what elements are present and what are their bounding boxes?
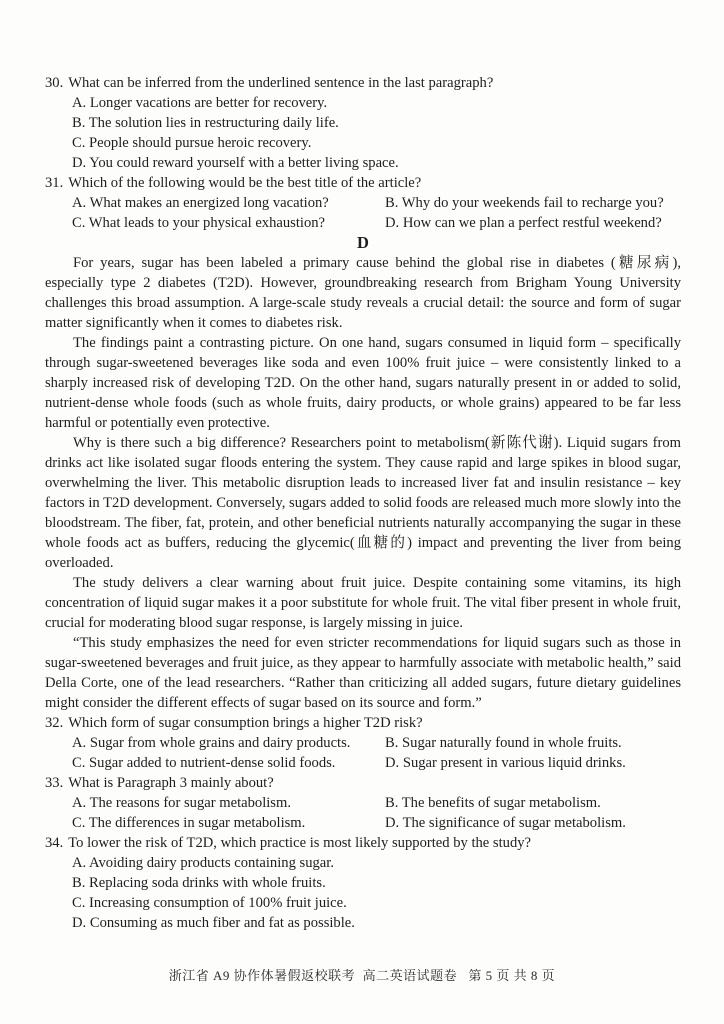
option-30-c: C. People should pursue heroic recovery.	[72, 135, 312, 151]
page-footer: 浙江省 A9 协作体暑假返校联考 高二英语试题卷 第 5 页 共 8 页	[168, 968, 556, 983]
option-34-a: A. Avoiding dairy products containing sugar.	[72, 855, 334, 871]
option-34-c: C. Increasing consumption of 100% fruit juice.	[72, 895, 347, 911]
question-34-number: 34.	[45, 835, 64, 851]
question-31-number: 31.	[45, 175, 64, 191]
question-32-number: 32.	[45, 715, 64, 731]
option-33-d: D. The significance of sugar metabolism.	[385, 815, 626, 831]
question-33	[45, 773, 681, 833]
option-33-c: C. The differences in sugar metabolism.	[72, 815, 306, 831]
question-30-stem	[45, 73, 681, 93]
question-30-number: 30.	[45, 75, 64, 91]
passage-d-paragraph-4: The study delivers a clear warning about fruit juice. Despite containing some vitamins, its high concentration of liquid sugar makes it a poor substitute for whole fruit. The vital fiber present in whole fruit, crucial for moderating blood sugar response, is largely missing in juice.	[45, 575, 681, 631]
option-31-d: D. How can we plan a perfect restful weekend?	[385, 215, 662, 231]
option-30-b: B. The solution lies in restructuring daily life.	[72, 115, 339, 131]
option-32-d: D. Sugar present in various liquid drinks.	[385, 755, 626, 771]
option-34-b: B. Replacing soda drinks with whole fruits.	[72, 875, 326, 891]
question-32	[45, 713, 681, 773]
question-34-text: To lower the risk of T2D, which practice is most likely supported by the study?	[68, 835, 532, 851]
question-34	[45, 833, 681, 933]
question-33-options-row-2	[72, 813, 681, 833]
passage-d-paragraph-5: “This study emphasizes the need for even stricter recommendations for liquid sugars such as those in sugar-sweetened beverages and fruit juice, as they appear to harmfully associate with metabolic health,” said Della Corte, one of the lead researchers. “Rather than criticizing all added sugars, future dietary guidelines might consider the different effects of sugar based on its source and form.”	[45, 635, 681, 711]
option-31-b: B. Why do your weekends fail to recharge you?	[385, 195, 664, 211]
option-31-c: C. What leads to your physical exhaustion?	[72, 215, 326, 231]
question-31-text: Which of the following would be the best title of the article?	[68, 175, 422, 191]
question-33-text: What is Paragraph 3 mainly about?	[68, 775, 274, 791]
option-31-a: A. What makes an energized long vacation?	[72, 195, 329, 211]
question-31-options-row-2	[72, 213, 681, 233]
question-34-options	[72, 853, 681, 933]
option-34-d: D. Consuming as much fiber and fat as possible.	[72, 915, 355, 931]
passage-d-paragraph-3: Why is there such a big difference? Researchers point to metabolism(新陈代谢). Liquid sugars from drinks act like isolated sugar floods entering the system. They cause rapid and large spikes in blood sugar, overwhelming the liver. This metabolic disruption leads to increased liver fat and insulin resistance – key factors in T2D development. Conversely, sugars added to solid foods are released much more slowly into the bloodstream. The fiber, fat, protein, and other beneficial nutrients naturally accompanying the sugar in these whole foods act as buffers, reducing the glycemic(血糖的) impact and preventing the liver from being overloaded.	[45, 435, 681, 571]
passage-d	[45, 233, 681, 713]
option-33-a: A. The reasons for sugar metabolism.	[72, 795, 291, 811]
option-33-b: B. The benefits of sugar metabolism.	[385, 795, 601, 811]
question-31-stem	[45, 173, 681, 193]
question-30-options	[72, 93, 681, 173]
question-33-number: 33.	[45, 775, 64, 791]
option-32-c: C. Sugar added to nutrient-dense solid foods.	[72, 755, 336, 771]
question-32-text: Which form of sugar consumption brings a higher T2D risk?	[68, 715, 423, 731]
option-32-b: B. Sugar naturally found in whole fruits.	[385, 735, 622, 751]
option-30-a: A. Longer vacations are better for recovery.	[72, 95, 328, 111]
question-31	[45, 173, 681, 233]
question-34-stem	[45, 833, 681, 853]
question-30	[45, 73, 681, 173]
option-32-a: A. Sugar from whole grains and dairy products.	[72, 735, 351, 751]
passage-d-paragraph-2: The findings paint a contrasting picture. On one hand, sugars consumed in liquid form – specifically through sugar-sweetened beverages like soda and even 100% fruit juice – were consistently linked to a sharply increased risk of developing T2D. On the other hand, sugars naturally present in or added to solid, nutrient-dense whole foods (such as whole fruits, dairy products, or whole grains) appeared to be far less harmful or potentially even protective.	[45, 335, 681, 431]
passage-d-label: D	[357, 233, 369, 252]
option-30-d: D. You could reward yourself with a better living space.	[72, 155, 399, 171]
question-32-options-row-2	[72, 753, 681, 773]
question-33-options-row-1	[72, 793, 681, 813]
question-30-text: What can be inferred from the underlined sentence in the last paragraph?	[68, 75, 494, 91]
question-32-stem	[45, 713, 681, 733]
question-31-options-row-1	[72, 193, 681, 213]
question-33-stem	[45, 773, 681, 793]
question-32-options-row-1	[72, 733, 681, 753]
passage-d-paragraph-1: For years, sugar has been labeled a primary cause behind the global rise in diabetes (糖尿病), especially type 2 diabetes (T2D). However, groundbreaking research from Brigham Young University challenges this broad assumption. A large-scale study reveals a crucial detail: the source and form of sugar matter significantly when it comes to diabetes risk.	[45, 255, 681, 331]
